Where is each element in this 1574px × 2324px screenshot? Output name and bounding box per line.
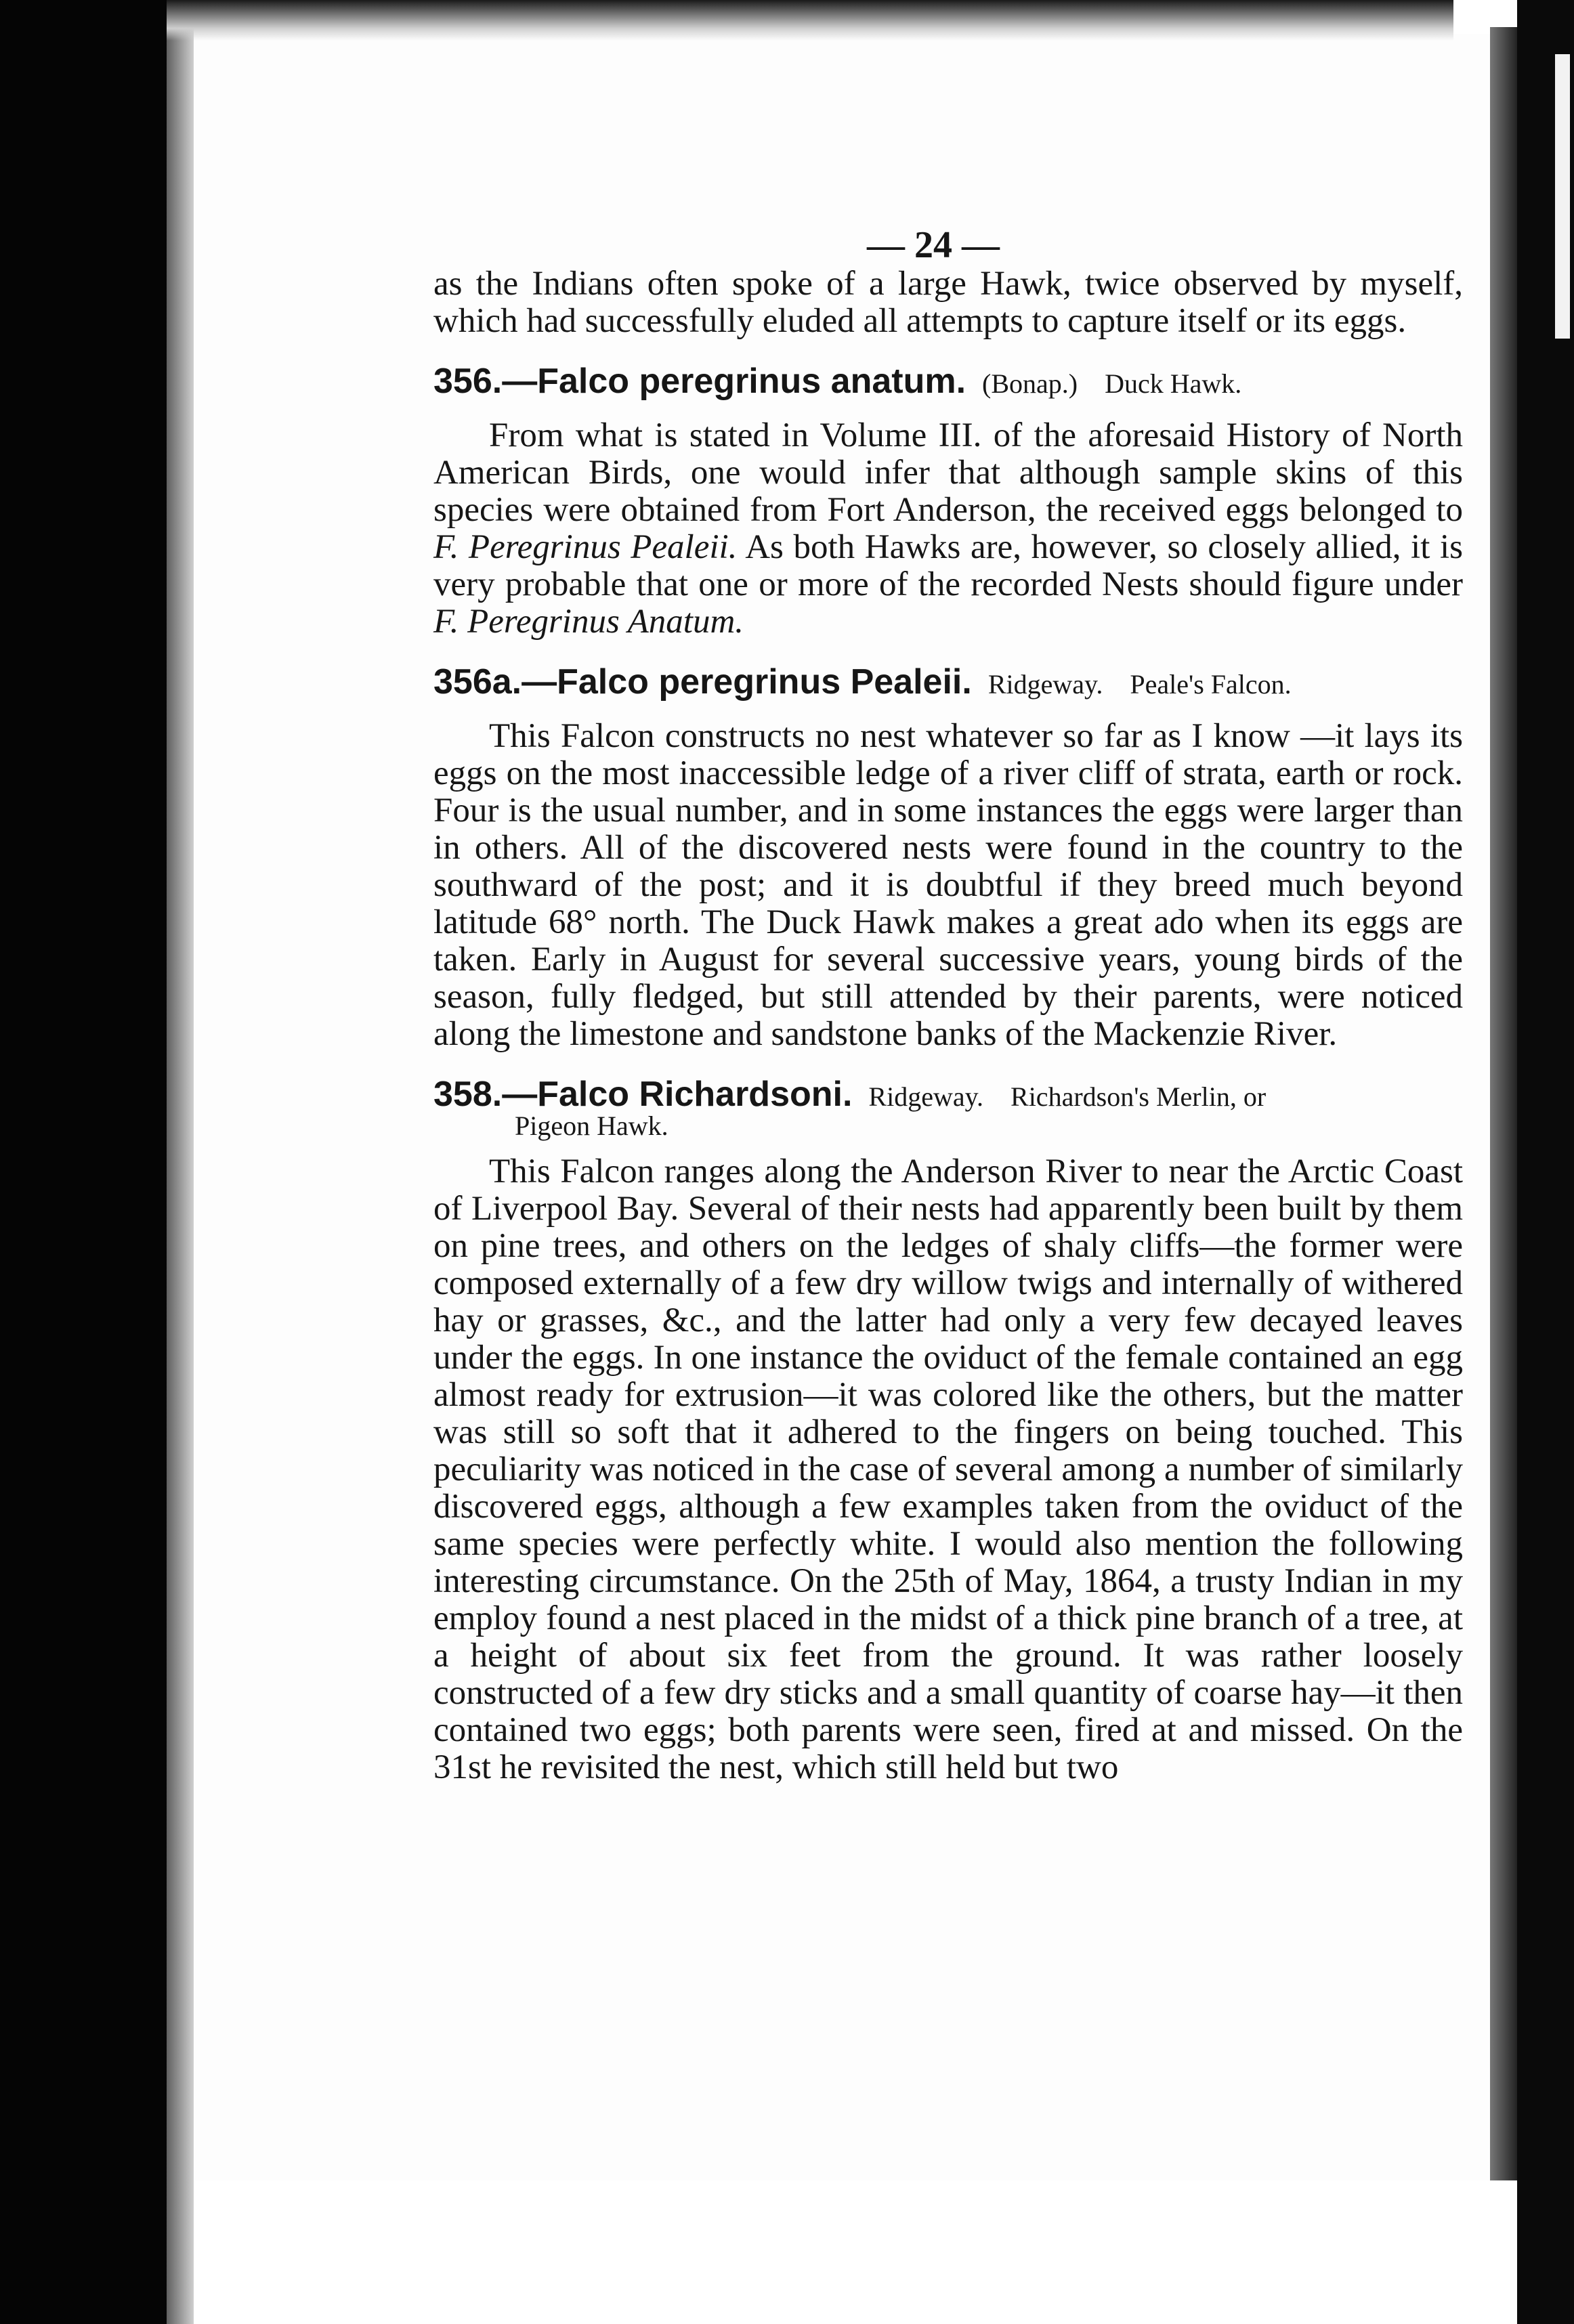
species-common-name: Richardson's Merlin, or (1011, 1081, 1267, 1112)
species-name: 356.—Falco peregrinus anatum. (433, 362, 966, 401)
scan-border-top (167, 0, 1453, 41)
species-name: 358.—Falco Richardsoni. (433, 1075, 853, 1114)
italic-species-name: F. Peregrinus Anatum. (433, 603, 744, 641)
species-paragraph-356a: This Falcon constructs no nest whatever so far as I know —it lays its eggs on the most inaccessible ledge of a river cliff of strata, earth or rock. Four is the usual number, and in some instances the eggs were larger than in others. All of the discovered nests were found in the country to the southward of the post; and it is doubtful if they breed much beyond latitude 68° north. The Duck Hawk makes a great ado when its eggs are taken. Early in August for several successive years, young birds of the season, fully fledged, but still attended by their parents, were noticed along the limestone and sandstone banks of the Mackenzie River. (433, 717, 1463, 1053)
species-authority: Ridgeway. (868, 1081, 984, 1112)
species-authority: (Bonap.) (982, 368, 1078, 399)
intro-paragraph: as the Indians often spoke of a large Hawk, twice observed by myself, which had successfully eluded all attempts to capture itself or its eggs. (433, 265, 1463, 340)
species-paragraph-356 (433, 417, 1463, 641)
scan-border-left (0, 0, 167, 2324)
species-common-name: Duck Hawk. (1105, 368, 1242, 399)
page-edge-shadow (1490, 27, 1517, 2180)
scan-edge-tab (1555, 54, 1570, 339)
page-text (433, 265, 1463, 1786)
species-paragraph-358: This Falcon ranges along the Anderson River to near the Arctic Coast of Liverpool Bay. Several of their nests had apparently been built by them on pine trees, and others on the ledges of shaly cliffs—the former were composed externally of a few dry willow twigs and internally of withered hay or grasses, &c., and the latter had only a very few decayed leaves under the eggs. In one instance the oviduct of the female contained an egg almost ready for extrusion—it was colored like the others, but the matter was still so soft that it adhered to the fingers on being touched. This peculiarity was noticed in the case of several among a number of similarly discovered eggs, although a few examples taken from the oviduct of the same species were perfectly white. I would also mention the following interesting circumstance. On the 25th of May, 1864, a trusty Indian in my employ found a nest placed in the midst of a thick pine branch of a tree, at a height of about six feet from the ground. It was rather loosely constructed of a few dry sticks and a small quantity of coarse hay—it then contained two eggs; both parents were seen, fired at and missed. On the 31st he revisited the nest, which still held but two (433, 1153, 1463, 1786)
scan-border-right (1517, 0, 1574, 2324)
species-authority: Ridgeway. (987, 669, 1103, 700)
paragraph-text: As both Hawks are, however, so closely allied, it is very probable that one or more of the recorded Nests should figure under (433, 528, 1463, 603)
species-name: 356a.—Falco peregrinus Pealeii. (433, 662, 972, 702)
page-gutter-shadow (167, 0, 194, 2324)
species-common-name: Peale's Falcon. (1130, 669, 1292, 700)
italic-species-name: F. Peregrinus Pealeii. (433, 528, 738, 566)
species-heading-356 (433, 362, 1463, 404)
species-heading-358 (433, 1075, 1463, 1140)
paragraph-text: From what is stated in Volume III. of the aforesaid History of North American Birds, one would infer that although sample skins of this species were obtained from Fort Anderson, the received eggs belonged to (433, 416, 1463, 529)
species-heading-356a (433, 662, 1463, 704)
page-number: — 24 — (867, 224, 1000, 266)
species-common-name-continued: Pigeon Hawk. (515, 1111, 668, 1141)
